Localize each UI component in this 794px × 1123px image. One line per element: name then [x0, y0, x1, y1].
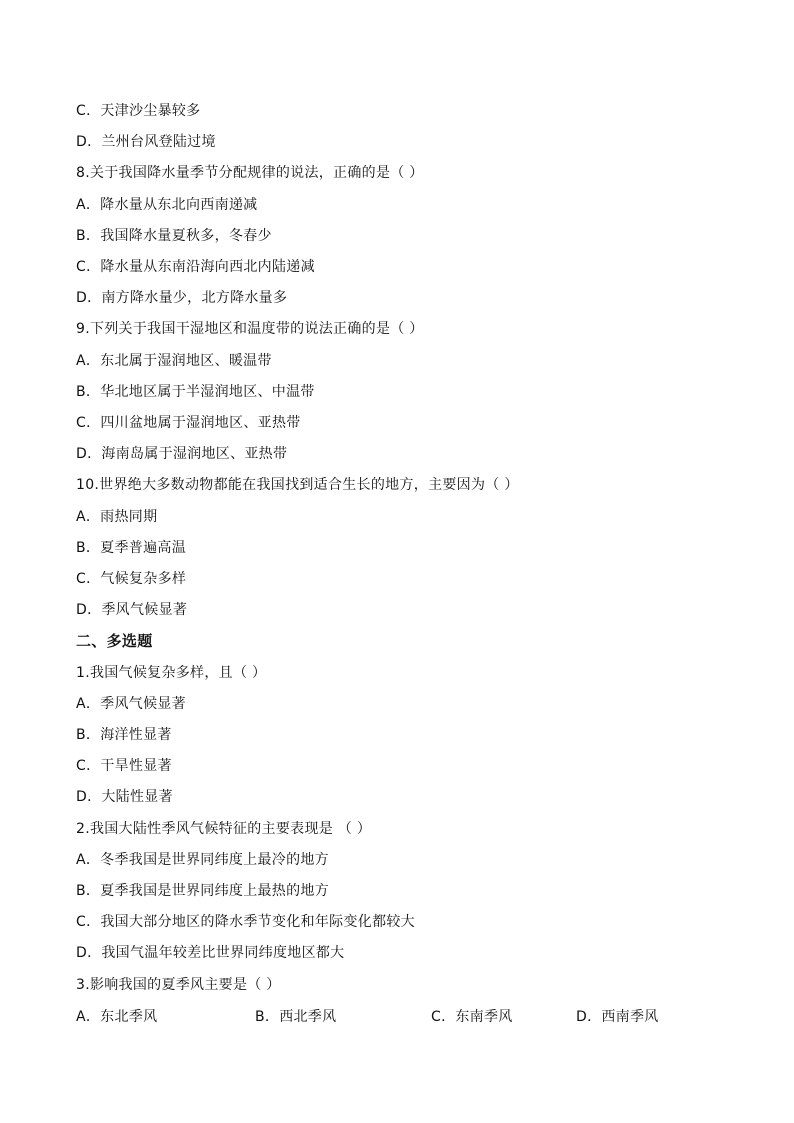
question-line: 8.关于我国降水量季节分配规律的说法，正确的是（ ）: [76, 165, 424, 181]
option-line: A．季风气候显著: [76, 696, 186, 712]
option-line: A．冬季我国是世界同纬度上最冷的地方: [76, 852, 329, 868]
option-line: B．我国降水量夏秋多，冬春少: [76, 228, 272, 244]
option-d: D．西南季风: [576, 1009, 659, 1025]
option-line: A．东北属于湿润地区、暖温带: [76, 353, 272, 369]
option-line: D．南方降水量少，北方降水量多: [76, 290, 288, 306]
option-line: C．气候复杂多样: [76, 571, 187, 587]
option-a: A．东北季风: [76, 1009, 158, 1025]
question-line: 1.我国气候复杂多样，且（ ）: [76, 665, 267, 681]
option-line: A．降水量从东北向西南递减: [76, 197, 258, 213]
option-line: C．我国大部分地区的降水季节变化和年际变化都较大: [76, 914, 415, 930]
option-line: B．华北地区属于半湿润地区、中温带: [76, 384, 315, 400]
option-line: A．雨热同期: [76, 509, 158, 525]
option-b: B．西北季风: [255, 1009, 337, 1025]
option-line: B．夏季我国是世界同纬度上最热的地方: [76, 883, 330, 899]
section-heading: 二、多选题: [76, 632, 153, 650]
option-line: D．我国气温年较差比世界同纬度地区都大: [76, 945, 345, 961]
option-line: D．大陆性显著: [76, 789, 173, 805]
question-line: 10.世界绝大多数动物都能在我国找到适合生长的地方，主要因为（ ）: [76, 477, 519, 493]
option-line: C．降水量从东南沿海向西北内陆递减: [76, 259, 315, 275]
option-line: D．兰州台风登陆过境: [76, 134, 216, 150]
question-line: 9.下列关于我国干湿地区和温度带的说法正确的是（ ）: [76, 321, 424, 337]
option-line: D．季风气候显著: [76, 602, 188, 618]
question-line: 3.影响我国的夏季风主要是（ ）: [76, 977, 281, 993]
question-line: 2.我国大陆性季风气候特征的主要表现是 （ ）: [76, 821, 372, 837]
option-line: C．干旱性显著: [76, 758, 172, 774]
option-line: C．天津沙尘暴较多: [76, 103, 201, 119]
option-line: B．海洋性显著: [76, 727, 172, 743]
option-line: D．海南岛属于湿润地区、亚热带: [76, 446, 288, 462]
option-c: C．东南季风: [431, 1009, 513, 1025]
option-line: B．夏季普遍高温: [76, 540, 187, 556]
option-line: C．四川盆地属于湿润地区、亚热带: [76, 415, 301, 431]
